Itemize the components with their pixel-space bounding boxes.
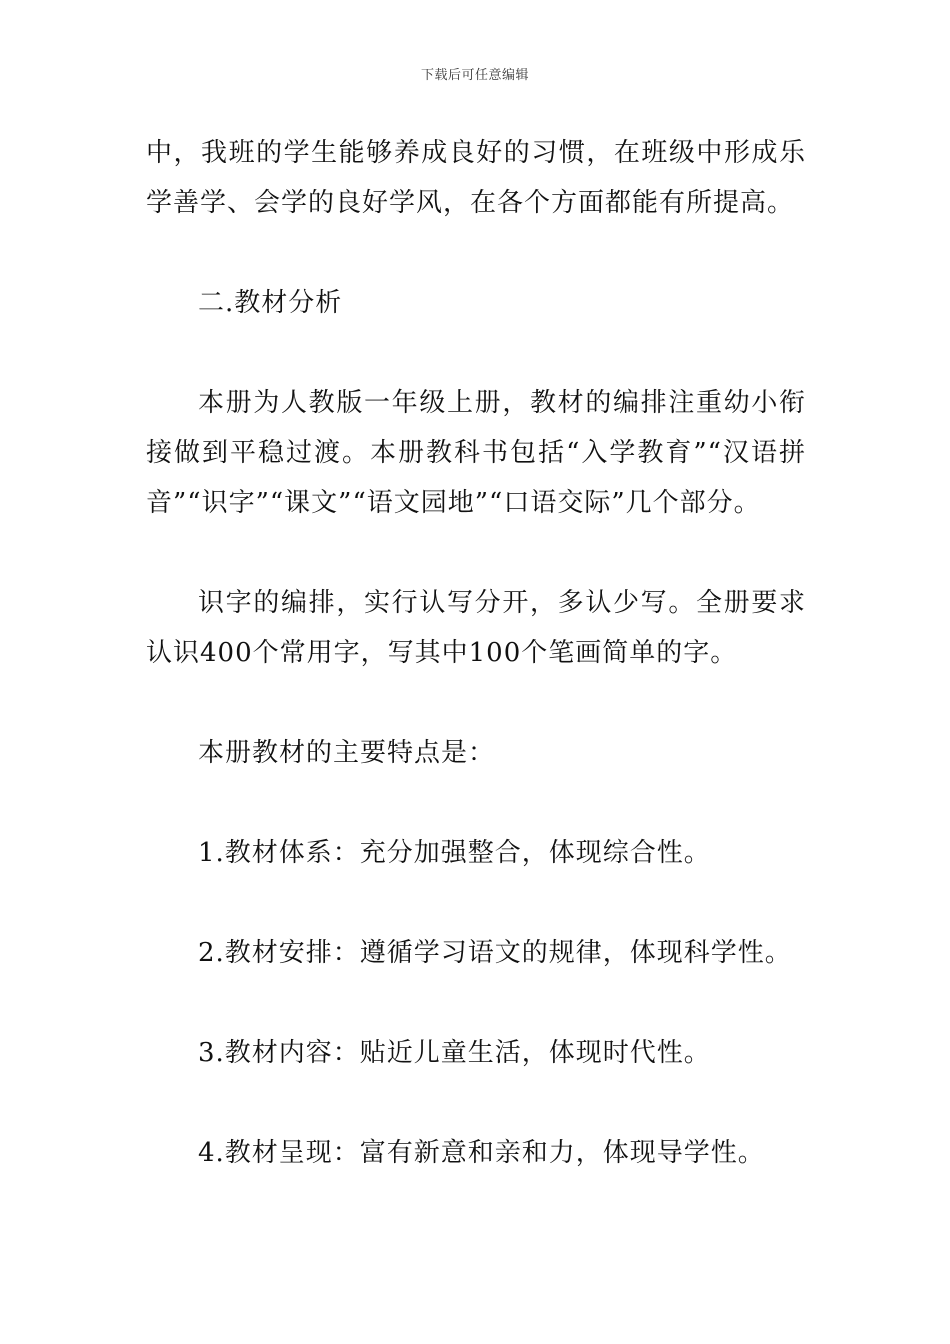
paragraph-gap — [146, 978, 806, 1028]
section-heading-textbook-analysis: 二.教材分析 — [198, 288, 343, 318]
paragraph-gap — [146, 678, 806, 728]
paragraph-textbook-overview: 本册为人教版一年级上册，教材的编排注重幼小衔接做到平稳过渡。本册教科书包括“入学教育”“汉语拼音”“识字”“课文”“语文园地”“口语交际”几个部分。 — [146, 388, 806, 518]
document-body — [146, 128, 806, 1178]
list-item-feature-1: 1.教材体系：充分加强整合，体现综合性。 — [198, 838, 711, 868]
paragraph-gap — [146, 228, 806, 278]
list-item-feature-2: 2.教材安排：遵循学习语文的规律，体现科学性。 — [198, 938, 792, 968]
list-item-feature-4: 4.教材呈现：富有新意和亲和力，体现导学性。 — [198, 1138, 765, 1168]
paragraph-gap — [146, 1078, 806, 1128]
paragraph-character-learning: 识字的编排，实行认写分开，多认少写。全册要求认识400个常用字，写其中100个笔画简单的字。 — [146, 588, 806, 668]
paragraph-continuation: 中，我班的学生能够养成良好的习惯，在班级中形成乐学善学、会学的良好学风，在各个方面都能有所提高。 — [146, 138, 806, 218]
paragraph-features-intro: 本册教材的主要特点是： — [198, 738, 496, 768]
paragraph-gap — [146, 528, 806, 578]
paragraph-gap — [146, 328, 806, 378]
paragraph-gap — [146, 778, 806, 828]
list-item-feature-3: 3.教材内容：贴近儿童生活，体现时代性。 — [198, 1038, 711, 1068]
paragraph-gap — [146, 878, 806, 928]
page-header-note: 下载后可任意编辑 — [420, 68, 529, 83]
